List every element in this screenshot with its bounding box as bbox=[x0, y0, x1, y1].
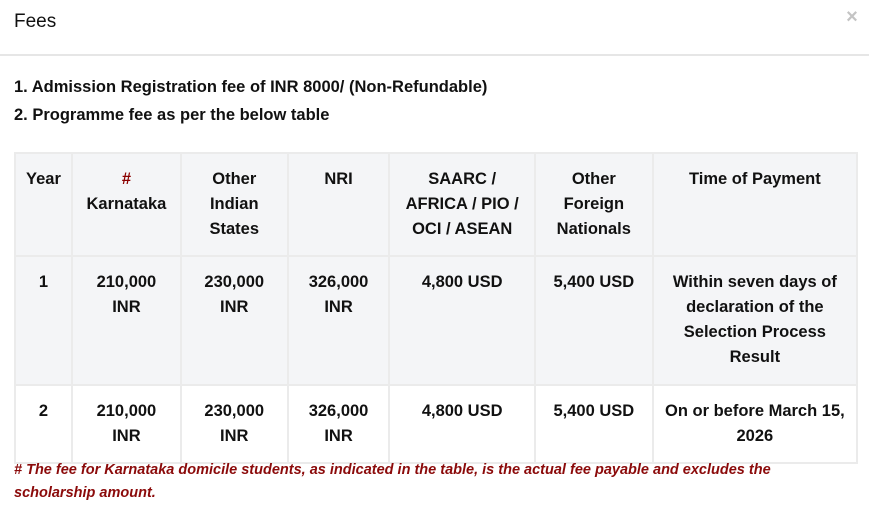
modal-header bbox=[0, 0, 869, 56]
col-header-saarc: SAARC / AFRICA / PIO / OCI / ASEAN bbox=[389, 153, 534, 256]
footnote: # The fee for Karnataka domicile students, as indicated in the table, is the actual fee payable and excludes the scholarship amount. bbox=[14, 462, 771, 501]
col-header-other-foreign: Other Foreign Nationals bbox=[535, 153, 653, 256]
cell-karnataka: 210,000 INR bbox=[72, 385, 181, 463]
table-header-row bbox=[15, 153, 857, 256]
cell-nri: 326,000 INR bbox=[288, 256, 390, 385]
cell-saarc: 4,800 USD bbox=[389, 256, 534, 385]
cell-nri: 326,000 INR bbox=[288, 385, 390, 463]
col-header-karnataka: # Karnataka bbox=[72, 153, 181, 256]
col-header-time-of-payment: Time of Payment bbox=[653, 153, 857, 256]
footnote-mark: # bbox=[121, 170, 131, 188]
cell-other-indian: 230,000 INR bbox=[181, 385, 288, 463]
modal-title: Fees bbox=[14, 11, 57, 32]
cell-saarc: 4,800 USD bbox=[389, 385, 534, 463]
col-header-year: Year bbox=[15, 153, 72, 256]
programme-fee-line: 2. Programme fee as per the below table bbox=[14, 106, 330, 124]
cell-karnataka: 210,000 INR bbox=[72, 256, 181, 385]
cell-year: 1 bbox=[15, 256, 72, 385]
cell-year: 2 bbox=[15, 385, 72, 463]
col-header-other-indian-states: Other Indian States bbox=[181, 153, 288, 256]
cell-other-foreign: 5,400 USD bbox=[535, 256, 653, 385]
close-icon[interactable]: × bbox=[846, 6, 858, 28]
fees-table bbox=[14, 152, 858, 464]
fee-intro bbox=[14, 73, 487, 129]
registration-fee-line: 1. Admission Registration fee of INR 8000/ (Non-Refundable) bbox=[14, 78, 488, 96]
table-row bbox=[15, 256, 857, 385]
cell-time: On or before March 15, 2026 bbox=[653, 385, 857, 463]
cell-time: Within seven days of declaration of the Selection Process Result bbox=[653, 256, 857, 385]
cell-other-foreign: 5,400 USD bbox=[535, 385, 653, 463]
col-header-nri: NRI bbox=[288, 153, 390, 256]
table-row bbox=[15, 385, 857, 463]
cell-other-indian: 230,000 INR bbox=[181, 256, 288, 385]
